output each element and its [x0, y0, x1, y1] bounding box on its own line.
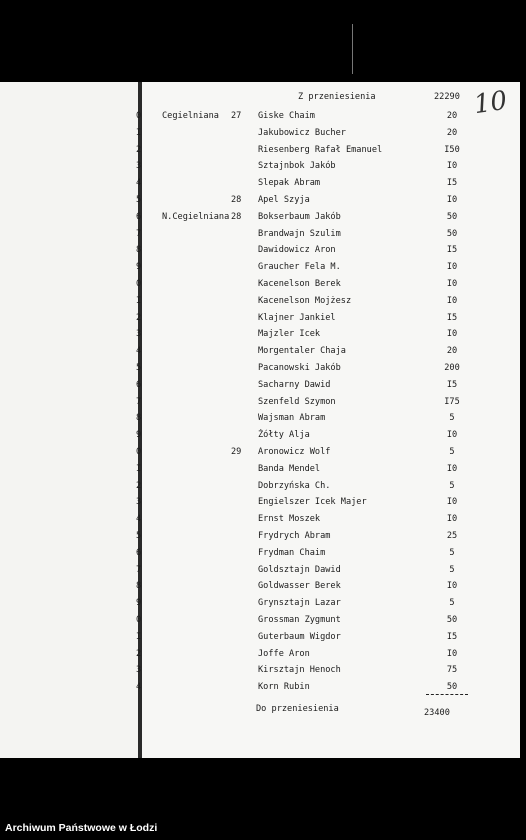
- amount: 5: [449, 413, 455, 424]
- table-row: [136, 646, 520, 662]
- sum-divider: [426, 694, 468, 695]
- left-page-edge: [0, 82, 140, 758]
- table-row: [136, 259, 520, 275]
- amount: I5: [446, 631, 458, 642]
- amount: I0: [446, 463, 458, 474]
- amount: 5: [449, 564, 455, 575]
- row-number: 2: [136, 312, 142, 323]
- person-name: Dawidowicz Aron: [258, 245, 336, 256]
- carry-in-amount: 22290: [434, 92, 460, 102]
- amount: 50: [446, 615, 458, 625]
- amount: I5: [446, 178, 458, 189]
- person-name: Frydrych Abram: [258, 531, 331, 541]
- row-number: 6: [136, 379, 142, 390]
- amount: I0: [446, 430, 458, 441]
- row-number: I: [136, 127, 142, 138]
- amount: 5: [449, 598, 455, 609]
- amount: 20: [446, 346, 458, 357]
- person-name: Aronowicz Wolf: [258, 447, 331, 457]
- person-name: Morgentaler Chaja: [258, 346, 346, 357]
- amount: 25: [446, 531, 458, 541]
- table-row: [136, 662, 520, 678]
- person-name: Sacharny Dawid: [258, 379, 331, 390]
- row-number: 9: [136, 262, 142, 273]
- table-row: [136, 125, 520, 141]
- amount: I0: [446, 497, 458, 508]
- person-name: Ernst Moszek: [258, 514, 321, 525]
- row-number: 4: [136, 682, 142, 693]
- ledger-page: [136, 82, 520, 758]
- row-number: 0: [136, 447, 142, 457]
- table-row: [136, 562, 520, 578]
- amount: I0: [446, 262, 458, 273]
- amount: I5: [446, 312, 458, 323]
- table-row: [136, 679, 520, 695]
- table-row: [136, 528, 520, 544]
- person-name: Wajsman Abram: [258, 413, 326, 424]
- house-number: 27: [231, 111, 242, 121]
- person-name: Graucher Fela M.: [258, 262, 341, 273]
- row-number: 5: [136, 195, 142, 205]
- table-row: [136, 343, 520, 359]
- table-row: [136, 209, 520, 225]
- row-number: 2: [136, 480, 142, 491]
- person-name: Kacenelson Mojżesz: [258, 295, 352, 306]
- amount: I0: [446, 295, 458, 306]
- amount: I50: [444, 144, 460, 155]
- row-number: 6: [136, 211, 142, 222]
- person-name: Brandwajn Szulim: [258, 228, 341, 239]
- row-number: 6: [136, 547, 142, 558]
- table-row: [136, 578, 520, 594]
- amount: I0: [446, 161, 458, 172]
- amount: 200: [444, 363, 460, 373]
- amount: I0: [446, 648, 458, 659]
- amount: 20: [446, 111, 458, 121]
- row-number: I: [136, 295, 142, 306]
- person-name: Korn Rubin: [258, 682, 310, 693]
- amount: 5: [449, 447, 455, 457]
- table-row: [136, 377, 520, 393]
- amount: I0: [446, 195, 458, 205]
- person-name: Apel Szyja: [258, 195, 310, 205]
- amount: 50: [446, 211, 458, 222]
- table-row: [136, 612, 520, 628]
- table-row: [136, 511, 520, 527]
- person-name: Banda Mendel: [258, 463, 321, 474]
- person-name: Kacenelson Berek: [258, 279, 341, 289]
- house-number: 29: [231, 447, 242, 457]
- row-number: 2: [136, 144, 142, 155]
- table-row: [136, 276, 520, 292]
- table-row: [136, 461, 520, 477]
- amount: 20: [446, 127, 458, 138]
- carry-out-amount: 23400: [424, 708, 450, 718]
- table-row: [136, 108, 520, 124]
- scan-mark: [352, 24, 353, 74]
- person-name: Klajner Jankiel: [258, 312, 336, 323]
- carry-in-label: Z przeniesienia: [298, 92, 376, 102]
- person-name: Guterbaum Wigdor: [258, 631, 341, 642]
- row-number: 9: [136, 430, 142, 441]
- table-row: [136, 142, 520, 158]
- row-number: I: [136, 463, 142, 474]
- table-row: [136, 326, 520, 342]
- table-row: [136, 629, 520, 645]
- street-name: Cegielniana: [162, 111, 219, 121]
- table-row: [136, 192, 520, 208]
- person-name: Dobrzyńska Ch.: [258, 480, 331, 491]
- table-row: [136, 158, 520, 174]
- row-number: 4: [136, 346, 142, 357]
- amount: 5: [449, 547, 455, 558]
- amount: I0: [446, 514, 458, 525]
- row-number: 0: [136, 279, 142, 289]
- table-row: [136, 478, 520, 494]
- row-number: 8: [136, 581, 142, 592]
- table-row: [136, 310, 520, 326]
- person-name: Szenfeld Szymon: [258, 396, 336, 407]
- table-row: [136, 545, 520, 561]
- folio-number: 10: [472, 85, 510, 121]
- row-number: 8: [136, 413, 142, 424]
- person-name: Pacanowski Jakób: [258, 363, 341, 373]
- amount: 50: [446, 228, 458, 239]
- amount: I0: [446, 279, 458, 289]
- person-name: Goldwasser Berek: [258, 581, 341, 592]
- table-row: [136, 226, 520, 242]
- row-number: 8: [136, 245, 142, 256]
- person-name: Sztajnbok Jakób: [258, 161, 336, 172]
- row-number: 0: [136, 615, 142, 625]
- amount: I0: [446, 329, 458, 340]
- amount: 50: [446, 682, 458, 693]
- row-number: 5: [136, 531, 142, 541]
- person-name: Grossman Zygmunt: [258, 615, 341, 625]
- table-row: [136, 410, 520, 426]
- table-row: [136, 494, 520, 510]
- person-name: Kirsztajn Henoch: [258, 665, 341, 676]
- person-name: Żółty Alja: [258, 430, 310, 441]
- row-number: 4: [136, 514, 142, 525]
- table-row: [136, 595, 520, 611]
- carry-out-label: Do przeniesienia: [256, 704, 339, 714]
- person-name: Majzler Icek: [258, 329, 321, 340]
- amount: 5: [449, 480, 455, 491]
- person-name: Goldsztajn Dawid: [258, 564, 341, 575]
- person-name: Jakubowicz Bucher: [258, 127, 346, 138]
- person-name: Bokserbaum Jakób: [258, 211, 341, 222]
- row-number: 2: [136, 648, 142, 659]
- person-name: Joffe Aron: [258, 648, 310, 659]
- table-row: [136, 444, 520, 460]
- street-name: N.Cegielniana: [162, 211, 230, 222]
- amount: I75: [444, 396, 460, 407]
- archive-watermark: Archiwum Państwowe w Łodzi: [5, 822, 158, 834]
- person-name: Slepak Abram: [258, 178, 321, 189]
- row-number: 4: [136, 178, 142, 189]
- amount: I5: [446, 379, 458, 390]
- house-number: 28: [231, 195, 242, 205]
- row-number: 0: [136, 111, 142, 121]
- amount: I5: [446, 245, 458, 256]
- table-row: [136, 394, 520, 410]
- row-number: 3: [136, 161, 142, 172]
- person-name: Engielszer Icek Majer: [258, 497, 367, 508]
- person-name: Giske Chaim: [258, 111, 315, 121]
- person-name: Grynsztajn Lazar: [258, 598, 341, 609]
- row-number: 5: [136, 363, 142, 373]
- row-number: 9: [136, 598, 142, 609]
- table-row: [136, 293, 520, 309]
- table-row: [136, 175, 520, 191]
- person-name: Frydman Chaim: [258, 547, 326, 558]
- row-number: 3: [136, 665, 142, 676]
- table-row: [136, 427, 520, 443]
- row-number: 3: [136, 329, 142, 340]
- row-number: 7: [136, 564, 142, 575]
- house-number: 28: [231, 211, 242, 222]
- table-row: [136, 242, 520, 258]
- person-name: Riesenberg Rafał Emanuel: [258, 144, 383, 155]
- row-number: 3: [136, 497, 142, 508]
- row-number: I: [136, 631, 142, 642]
- amount: I0: [446, 581, 458, 592]
- amount: 75: [446, 665, 458, 676]
- table-row: [136, 360, 520, 376]
- row-number: 7: [136, 228, 142, 239]
- row-number: 7: [136, 396, 142, 407]
